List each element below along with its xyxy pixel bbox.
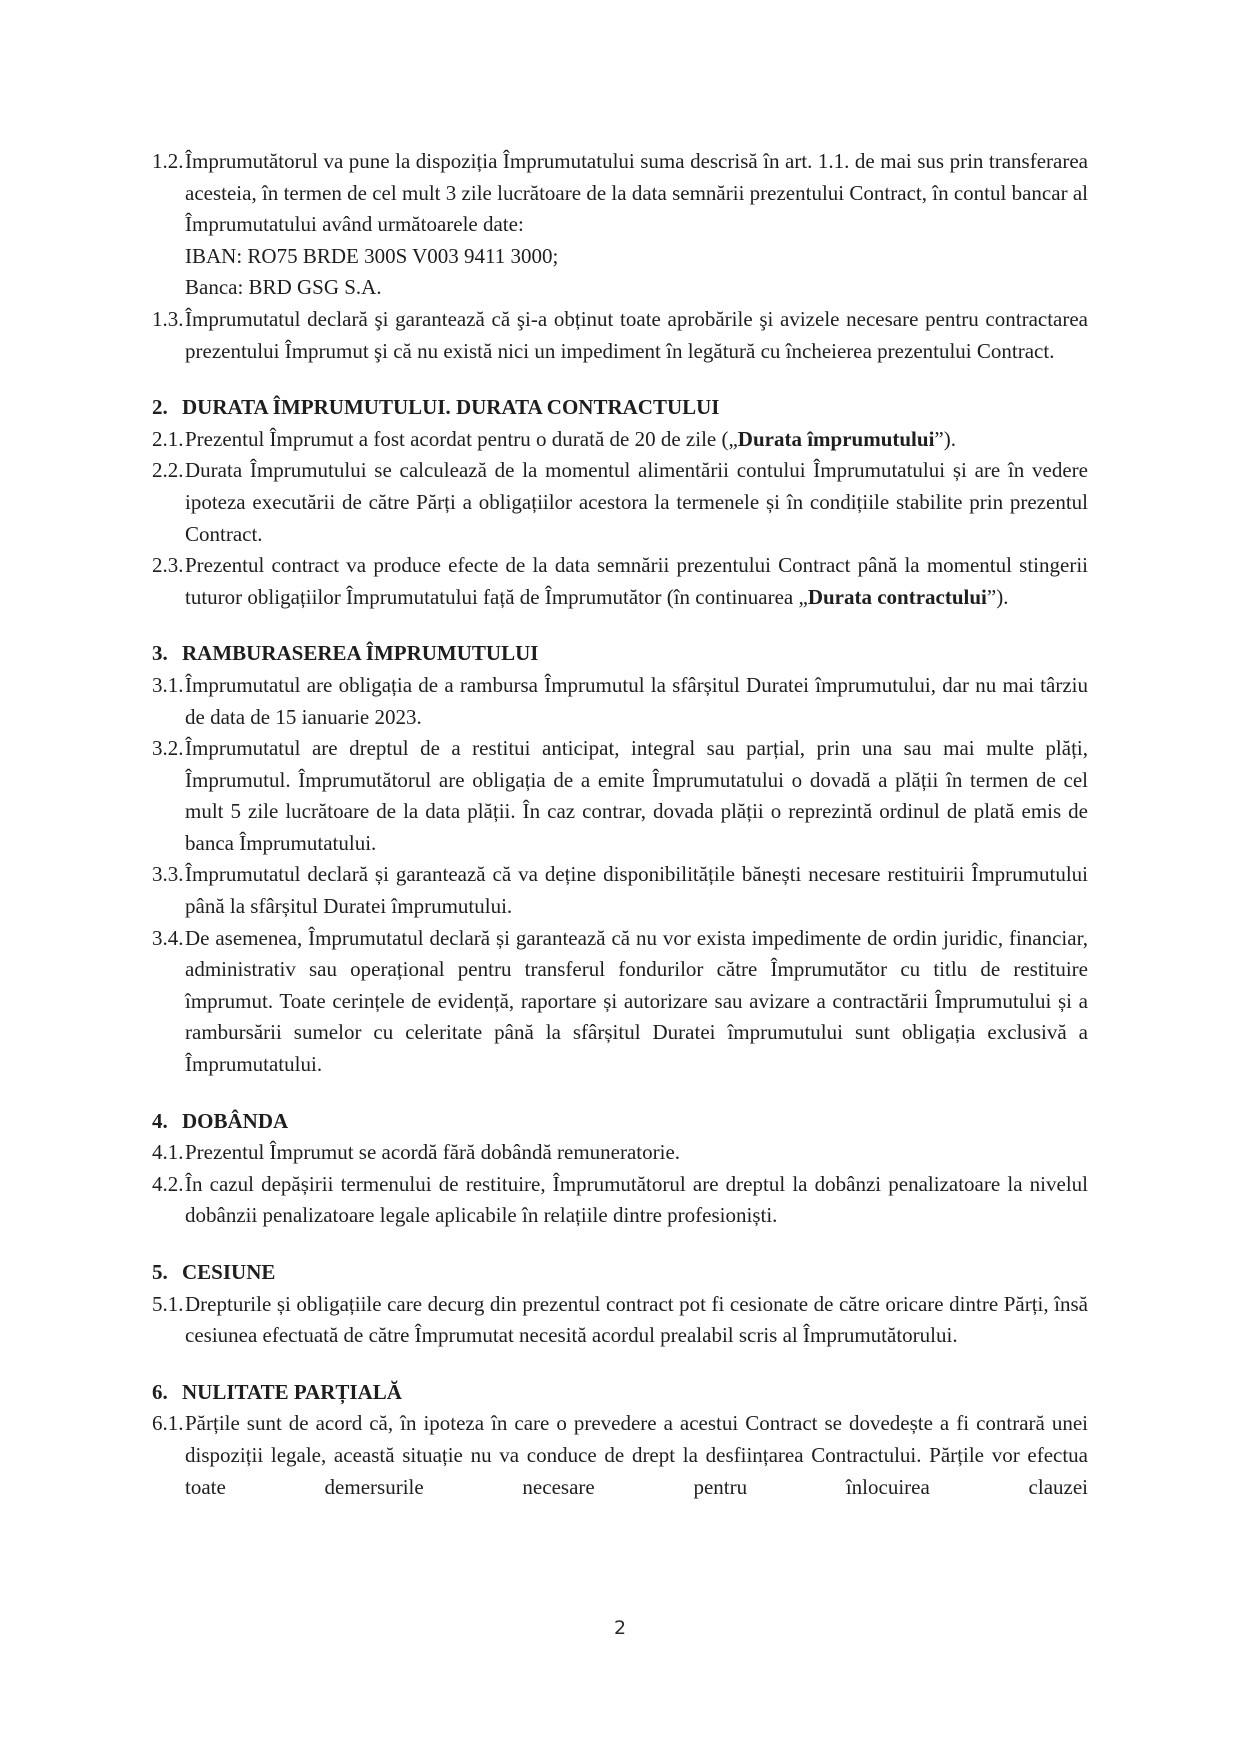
bank-line: Banca: BRD GSG S.A. [185,275,382,300]
clause-text: Împrumutătorul va pune la dispoziția Împrumutatului suma descrisă în art. 1.1. de mai sus prin transferarea acesteia, în termen de cel mult 3 zile lucrătoare de la data semnării prezentului Contract, în contul bancar al Împrumutatului având următoarele date: [185,149,1088,237]
clause-number: 1.3. [152,306,184,331]
clause-number: 3.4. [152,925,184,950]
clause-text-end: ”). [986,584,1009,609]
clause-number: 3.3. [152,862,184,887]
iban-line: IBAN: RO75 BRDE 300S V003 9411 3000; [185,243,559,268]
clause-3-3 [152,859,1088,922]
clause-number: 1.2. [152,149,184,173]
clause-text: În cazul depășirii termenului de restituire, Împrumutătorul are dreptul la dobânzi penalizatoare la nivelul dobânzii penalizatoare legale aplicabile în relațiile dintre profesioniști. [185,1171,1088,1228]
clause-text: Prezentul contract va produce efecte de la data semnării prezentului Contract până la momentul stingerii tuturor obligațiilor Împrumutatului față de Împrumutător (în continuarea „ [185,553,1088,609]
clause-number: 3.2. [152,736,184,761]
section-title: NULITATE PARȚIALĂ [182,1379,402,1404]
clause-number: 5.1. [152,1291,184,1316]
clause-text: Împrumutatul are dreptul de a restitui anticipat, integral sau parțial, prin una sau mai multe plăți, Împrumutul. Împrumutătorul are obligația de a emite Împrumutatului o dovadă a plății în termen de cel mult 5 zile lucrătoare de la data plății. În caz contrar, dovada plății o reprezintă ordinul de plată emis de banca Împrumutatului. [185,736,1088,855]
page-number: 2 [613,1617,627,1639]
clause-number: 4.2. [152,1171,184,1196]
section-heading-2 [152,392,1088,424]
section-number: 3. [152,641,168,666]
clause-text: Împrumutatul declară şi garantează că şi-a obținut toate aprobările şi avizele necesare pentru contractarea prezentului Împrumut şi că nu există nici un impediment în legătură cu încheierea prezentului Contract. [185,306,1088,363]
clause-number: 2.2. [152,458,184,483]
clause-4-2 [152,1169,1088,1232]
section-heading-3 [152,638,1088,670]
clause-text: Împrumutatul declară și garantează că va deține disponibilitățile bănești necesare restituirii Împrumutului până la sfârșitul Duratei împrumutului. [185,862,1088,919]
clause-1-3 [152,304,1088,367]
section-number: 4. [152,1108,168,1133]
clause-text-end: ”). [934,426,956,451]
section-heading-6 [152,1377,1088,1409]
clause-2-2 [152,455,1088,550]
clause-number: 6.1. [152,1411,184,1436]
clause-text: Părțile sunt de acord că, în ipoteza în care o prevedere a acestui Contract se dovedește a fi contrară unei dispoziții legale, această situație nu va conduce de drept la desființarea Contractului. Părțile vor efectua toate demersurile necesare pentru înlocuirea clauzei [185,1411,1088,1499]
clause-2-1 [152,424,1088,456]
clause-3-1 [152,670,1088,733]
section-title: DURATA ÎMPRUMUTULUI. DURATA CONTRACTULUI [182,395,720,420]
clause-4-1 [152,1137,1088,1169]
clause-5-1 [152,1289,1088,1352]
clause-text: De asemenea, Împrumutatul declară și garantează că nu vor exista impedimente de ordin juridic, financiar, administrativ sau operațional pentru transferul fondurilor către Împrumutător cu titlu de restituire împrumut. Toate cerințele de evidență, raportare și autorizare sau avizare a contractării Împrumutului și a rambursării sumelor cu celeritate până la sfârșitul Duratei împrumutului sunt obligația exclusivă a Împrumutatului. [185,925,1088,1077]
clause-6-1 [152,1408,1088,1503]
clause-number: 3.1. [152,672,184,697]
section-heading-5 [152,1257,1088,1289]
section-title: RAMBURASEREA ÎMPRUMUTULUI [182,641,539,666]
clause-2-3 [152,550,1088,613]
defined-term: Durata împrumutului [737,426,935,451]
document-page [152,146,1088,1503]
defined-term: Durata contractului [807,584,987,609]
clause-text: Durata Împrumutului se calculează de la momentul alimentării contului Împrumutatului și are în vedere ipoteza executării de către Părți a obligațiilor acestora la termenele și în condițiile stabilite prin prezentul Contract. [185,458,1088,546]
section-number: 5. [152,1260,168,1284]
clause-text: Prezentul Împrumut a fost acordat pentru o durată de 20 de zile („ [185,426,738,451]
clause-number: 4.1. [152,1140,184,1165]
section-number: 6. [152,1379,168,1404]
section-title: CESIUNE [182,1260,276,1284]
section-heading-4 [152,1106,1088,1138]
clause-3-2 [152,733,1088,859]
clause-number: 2.3. [152,553,184,578]
section-title: DOBÂNDA [182,1108,289,1133]
section-number: 2. [152,395,168,420]
clause-text: Drepturile și obligațiile care decurg din prezentul contract pot fi cesionate de către oricare dintre Părți, însă cesiunea efectuată de către Împrumutat necesită acordul prealabil scris al Împrumutătorului. [185,1291,1088,1348]
clause-3-4 [152,923,1088,1081]
clause-text: Prezentul Împrumut se acordă fără dobândă remuneratorie. [185,1140,681,1165]
clause-number: 2.1. [152,426,184,451]
clause-text: Împrumutatul are obligația de a rambursa Împrumutul la sfârșitul Duratei împrumutului, dar nu mai târziu de data de 15 ianuarie 2023. [185,672,1088,729]
clause-1-2 [152,146,1088,304]
